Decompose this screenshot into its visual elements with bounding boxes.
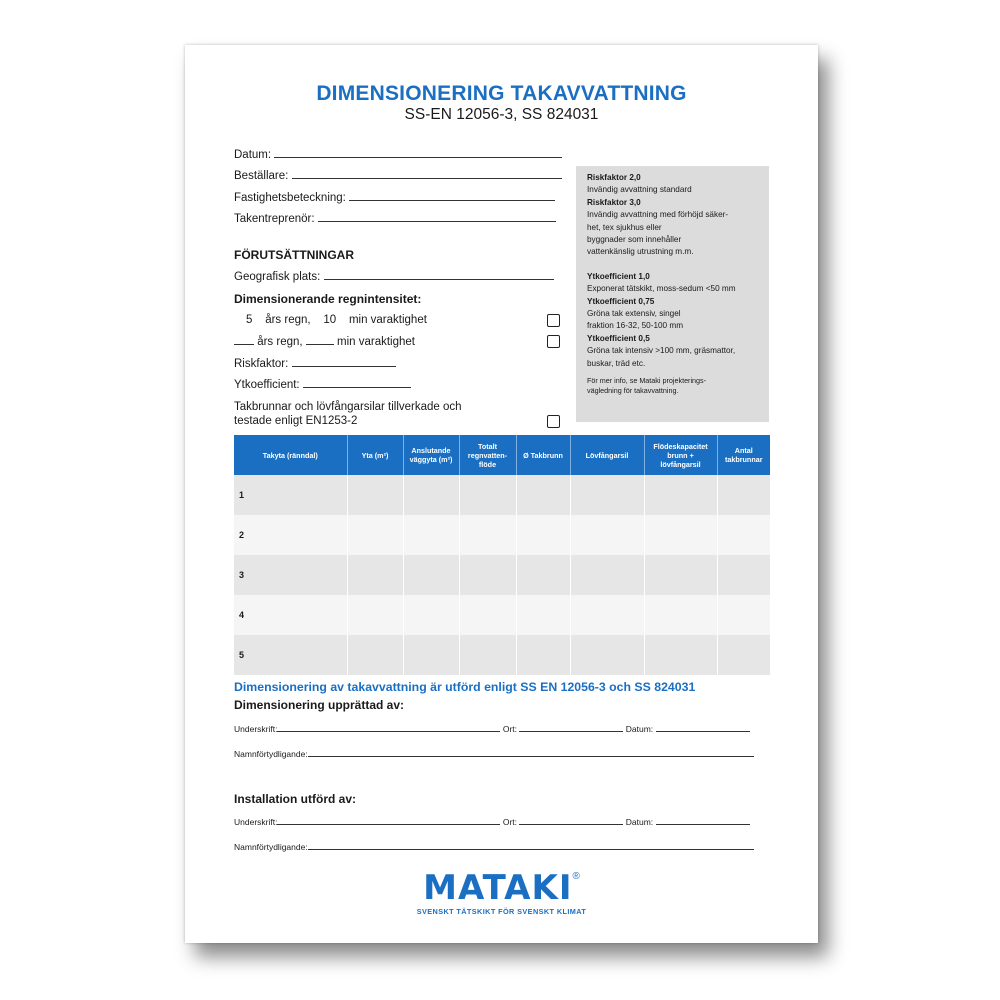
yt1-text: Exponerat tätskikt, moss-sedum <50 mm <box>587 284 736 294</box>
certified-checkbox[interactable] <box>547 415 560 428</box>
prepared-namn-line[interactable] <box>308 755 754 757</box>
yt3-text-1: Gröna tak intensiv >100 mm, gräsmattor, <box>587 346 736 356</box>
table-cell[interactable] <box>570 515 644 555</box>
datum-field[interactable] <box>234 149 562 161</box>
logo-wordmark: MATAKI <box>423 868 573 908</box>
takentreprenor-line[interactable] <box>318 220 556 222</box>
rain-option-1-checkbox[interactable] <box>547 314 560 327</box>
prerequisites-heading: FÖRUTSÄTTNINGAR <box>234 248 354 262</box>
row-number: 1 <box>234 475 347 515</box>
yt3-title: Ytkoefficient 0,5 <box>587 333 650 343</box>
form-subtitle: SS-EN 12056-3, SS 824031 <box>404 106 599 123</box>
table-cell[interactable] <box>516 475 570 515</box>
takentreprenor-field[interactable] <box>234 213 556 225</box>
table-cell[interactable] <box>717 475 770 515</box>
form-title: DIMENSIONERING TAKAVVATTNING <box>316 82 687 105</box>
table-cell[interactable] <box>570 635 644 675</box>
installed-ort-label: Ort: <box>502 817 518 827</box>
fastighet-line[interactable] <box>349 199 555 201</box>
col-header-takyta: Takyta (ränndal) <box>234 435 347 475</box>
table-row <box>234 515 770 555</box>
risk1-title: Riskfaktor 2,0 <box>587 173 641 182</box>
table-cell[interactable] <box>459 635 516 675</box>
yt2-title: Ytkoefficient 0,75 <box>587 296 655 306</box>
risk2-text-2: het, tex sjukhus eller <box>587 222 662 232</box>
table-cell[interactable] <box>403 555 459 595</box>
installed-datum-label: Datum: <box>625 817 654 827</box>
table-cell[interactable] <box>347 515 403 555</box>
more-info-1: För mer info, se Mataki projekterings- <box>587 376 707 386</box>
info-box <box>576 166 769 422</box>
ytkoefficient-field[interactable] <box>234 379 411 391</box>
certified-line-1: Takbrunnar och lövfångarsilar tillverkade och <box>234 401 462 413</box>
table-cell[interactable] <box>516 635 570 675</box>
table-cell[interactable] <box>347 475 403 515</box>
col-header-antal: Antal takbrunnar <box>717 435 770 475</box>
geo-label: Geografisk plats: <box>234 271 321 283</box>
prepared-ort-label: Ort: <box>502 724 518 734</box>
table-row <box>234 595 770 635</box>
mataki-logo <box>185 868 818 916</box>
risk2-text-3: byggnader som innehåller <box>587 235 682 245</box>
row-number: 3 <box>234 555 347 595</box>
installed-ort-line[interactable] <box>519 823 623 825</box>
takentreprenor-label: Takentreprenör: <box>234 213 315 225</box>
table-cell[interactable] <box>644 555 717 595</box>
yt1-title: Ytkoefficient 1,0 <box>587 271 650 281</box>
prepared-namn-label: Namnförtydligande: <box>234 749 308 759</box>
col-header-takbrunn: Ø Takbrunn <box>516 435 570 475</box>
installed-heading: Installation utförd av: <box>234 792 357 806</box>
rain2-minutes-label: min varaktighet <box>337 336 415 348</box>
table-cell[interactable] <box>403 515 459 555</box>
risk2-title: Riskfaktor 3,0 <box>587 197 641 207</box>
row-number: 5 <box>234 635 347 675</box>
installed-underskrift-line[interactable] <box>277 823 500 825</box>
riskfaktor-label: Riskfaktor: <box>234 358 289 370</box>
more-info-2: vägledning för takavvattning. <box>587 386 679 396</box>
datum-line[interactable] <box>274 156 562 158</box>
table-cell[interactable] <box>644 475 717 515</box>
table-cell[interactable] <box>459 475 516 515</box>
table-cell[interactable] <box>347 555 403 595</box>
rain-option-2 <box>234 336 415 348</box>
prepared-datum-label: Datum: <box>625 724 654 734</box>
yt2-text-2: fraktion 16-32, 50-100 mm <box>587 321 684 331</box>
table-row <box>234 635 770 675</box>
certified-line-2: testade enligt EN1253-2 <box>234 415 358 427</box>
table-cell[interactable] <box>717 595 770 635</box>
fastighet-label: Fastighetsbeteckning: <box>234 192 346 204</box>
col-header-lovfangarsil: Lövfångarsil <box>570 435 644 475</box>
installed-namn-label: Namnförtydligande: <box>234 842 308 852</box>
riskfaktor-line[interactable] <box>292 365 396 367</box>
certified-text <box>234 400 462 428</box>
rain1-years: 5 <box>246 314 253 326</box>
table-cell[interactable] <box>459 555 516 595</box>
datum-label: Datum: <box>234 149 272 161</box>
col-header-flode: Totalt regnvatten-flöde <box>459 435 516 475</box>
bestallare-field[interactable] <box>234 170 562 182</box>
yt2-text-1: Gröna tak extensiv, singel <box>587 309 681 319</box>
rain2-minutes-line[interactable] <box>306 343 334 345</box>
row-number: 4 <box>234 595 347 635</box>
table-header-row <box>234 435 770 475</box>
table-cell[interactable] <box>570 595 644 635</box>
installed-underskrift-label: Underskrift: <box>234 817 278 827</box>
geo-field[interactable] <box>234 271 554 283</box>
col-header-yta: Yta (m²) <box>347 435 403 475</box>
table-row <box>234 475 770 515</box>
table-cell[interactable] <box>516 595 570 635</box>
table-cell[interactable] <box>644 595 717 635</box>
table-cell[interactable] <box>347 595 403 635</box>
table-cell[interactable] <box>459 595 516 635</box>
installed-namn-line[interactable] <box>308 848 754 850</box>
rain-option-2-checkbox[interactable] <box>547 335 560 348</box>
table-cell[interactable] <box>403 475 459 515</box>
conclusion-text: Dimensionering av takavvattning är utförd enligt SS EN 12056-3 och SS 824031 <box>234 680 696 694</box>
table-cell[interactable] <box>516 555 570 595</box>
table-cell[interactable] <box>516 515 570 555</box>
fastighet-field[interactable] <box>234 192 555 204</box>
form-sheet <box>185 45 818 943</box>
intensity-heading: Dimensionerande regnintensitet: <box>234 292 422 306</box>
col-header-vaggyta: Anslutande väggyta (m²) <box>403 435 459 475</box>
prepared-signature-row <box>234 724 750 734</box>
prepared-heading: Dimensionering upprättad av: <box>234 698 405 712</box>
table-cell[interactable] <box>717 515 770 555</box>
ytkoefficient-line[interactable] <box>303 386 411 388</box>
table-cell[interactable] <box>644 635 717 675</box>
prepared-datum-line[interactable] <box>656 730 750 732</box>
riskfaktor-field[interactable] <box>234 358 396 370</box>
table-cell[interactable] <box>347 635 403 675</box>
dimension-table <box>234 435 771 675</box>
logo-tagline: SVENSKT TÄTSKIKT FÖR SVENSKT KLIMAT <box>416 907 587 916</box>
risk2-text-4: vattenkänslig utrustning m.m. <box>587 247 694 257</box>
table-cell[interactable] <box>570 555 644 595</box>
installed-signature-row <box>234 817 750 827</box>
rain1-minutes: 10 <box>323 314 337 326</box>
table-cell[interactable] <box>570 475 644 515</box>
prepared-name-row <box>234 749 754 759</box>
rain1-years-label: års regn, <box>265 314 311 326</box>
table-cell[interactable] <box>717 635 770 675</box>
row-number: 2 <box>234 515 347 555</box>
table-cell[interactable] <box>403 635 459 675</box>
rain2-years-line[interactable] <box>234 343 254 345</box>
prepared-underskrift-line[interactable] <box>277 730 500 732</box>
rain1-minutes-label: min varaktighet <box>348 314 427 326</box>
prepared-underskrift-label: Underskrift: <box>234 724 278 734</box>
installed-datum-line[interactable] <box>656 823 750 825</box>
ytkoefficient-label: Ytkoefficient: <box>234 379 300 391</box>
table-row <box>234 555 770 595</box>
bestallare-line[interactable] <box>292 177 562 179</box>
risk1-text: Invändig avvattning standard <box>587 185 692 195</box>
rain2-years-label: års regn, <box>257 336 303 348</box>
table-cell[interactable] <box>717 555 770 595</box>
prepared-ort-line[interactable] <box>519 730 623 732</box>
installed-name-row <box>234 842 754 852</box>
risk2-text-1: Invändig avvattning med förhöjd säker- <box>587 210 729 220</box>
table-cell[interactable] <box>459 515 516 555</box>
table-cell[interactable] <box>403 595 459 635</box>
yt3-text-2: buskar, träd etc. <box>587 358 646 368</box>
logo-registered-mark: ® <box>572 871 580 882</box>
table-cell[interactable] <box>644 515 717 555</box>
bestallare-label: Beställare: <box>234 170 289 182</box>
geo-line[interactable] <box>324 278 554 280</box>
rain-option-1 <box>246 314 427 326</box>
col-header-flodeskapacitet: Flödeskapacitet brunn + lövfångarsil <box>644 435 717 475</box>
